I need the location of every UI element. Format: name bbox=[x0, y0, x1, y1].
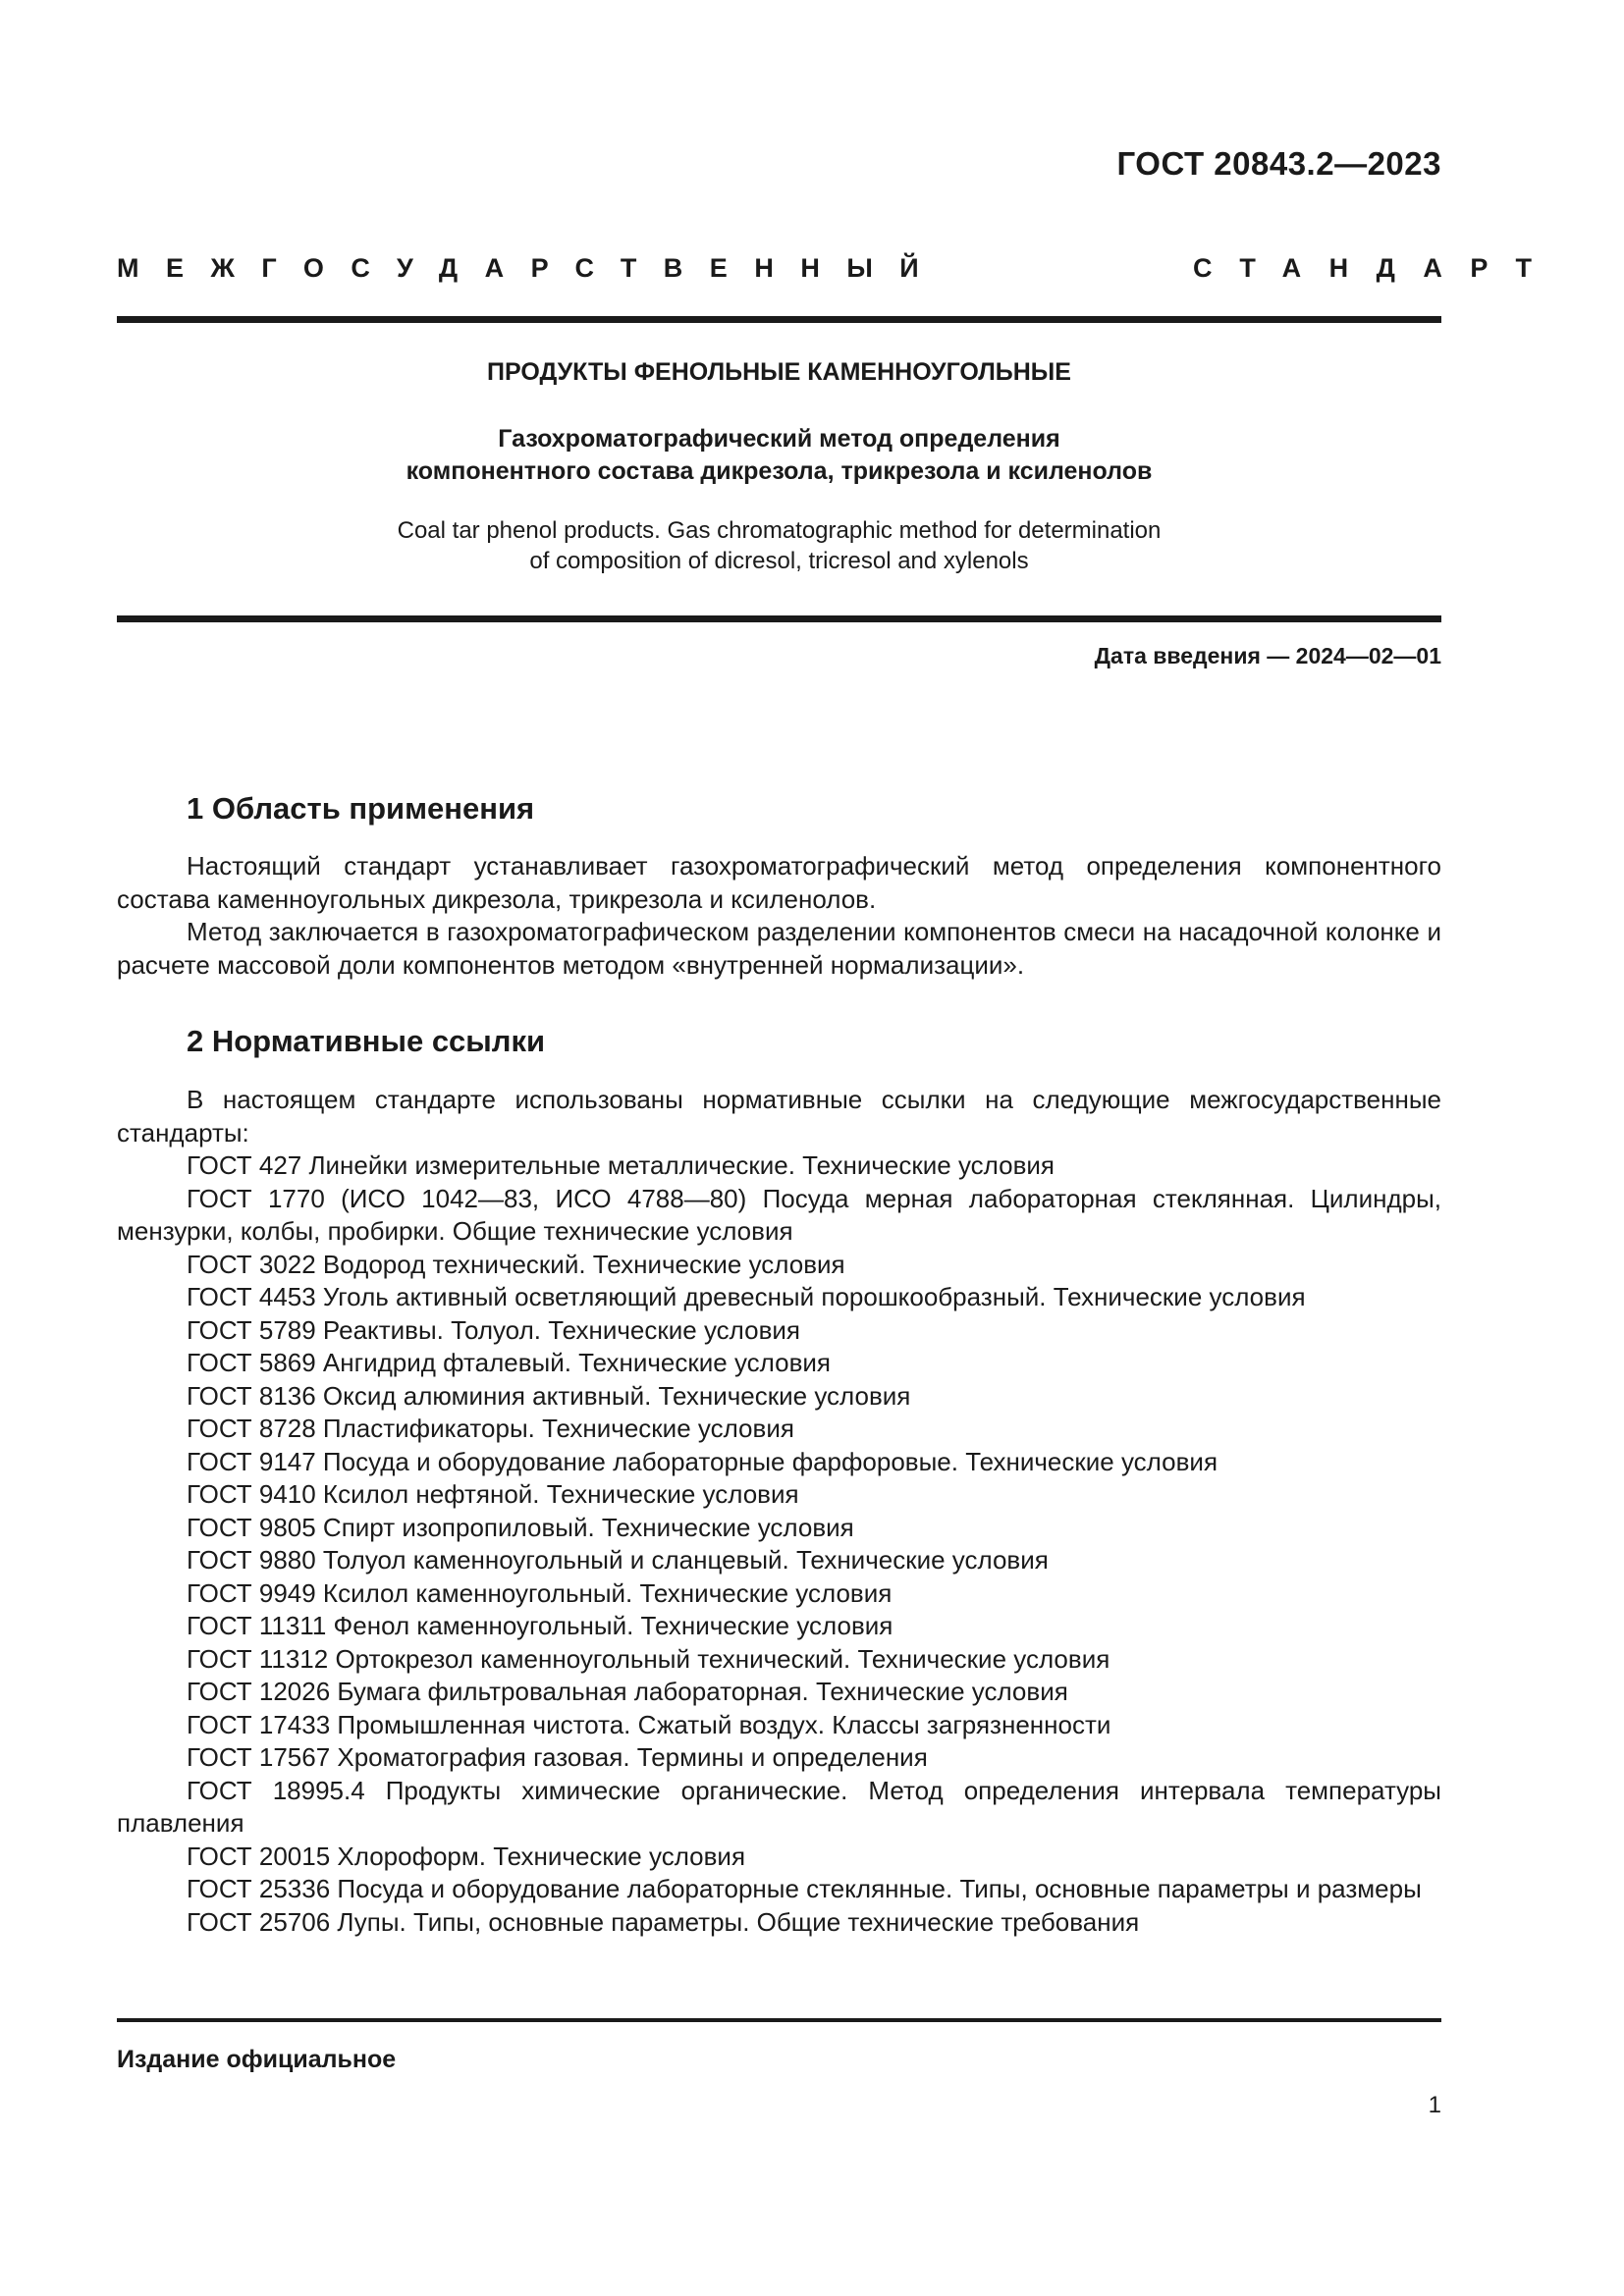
section-body-normative-references bbox=[117, 1084, 1441, 1939]
page-number: 1 bbox=[1428, 2092, 1441, 2118]
reference-item: ГОСТ 18995.4 Продукты химические органические. Метод определения интервала температуры плавления bbox=[117, 1775, 1441, 1838]
reference-item: ГОСТ 17433 Промышленная чистота. Сжатый воздух. Классы загрязненности bbox=[187, 1709, 1111, 1739]
footer-divider bbox=[117, 2018, 1441, 2022]
reference-item: ГОСТ 5789 Реактивы. Толуол. Технические условия bbox=[187, 1314, 801, 1345]
banner-word-standard: СТАНДАРТ bbox=[1193, 253, 1560, 283]
reference-item: ГОСТ 9147 Посуда и оборудование лабораторные фарфоровые. Технические условия bbox=[187, 1446, 1218, 1476]
subtitle-line-1: Газохроматографический метод определения bbox=[498, 425, 1060, 453]
reference-item: ГОСТ 11311 Фенол каменноугольный. Технические условия bbox=[187, 1611, 893, 1640]
subtitle-line-2: компонентного состава дикрезола, трикрезола и ксиленолов bbox=[406, 457, 1153, 485]
english-title bbox=[117, 515, 1441, 576]
english-title-line-2: of composition of dicresol, tricresol and xylenols bbox=[529, 548, 1029, 574]
paragraph: В настоящем стандарте использованы нормативные ссылки на следующие межгосударственные стандарты: bbox=[117, 1085, 1441, 1148]
reference-item: ГОСТ 8728 Пластификаторы. Технические условия bbox=[187, 1414, 794, 1443]
reference-item: ГОСТ 9410 Ксилол нефтяной. Технические условия bbox=[187, 1479, 799, 1509]
reference-item: ГОСТ 9805 Спирт изопропиловый. Технические условия bbox=[187, 1512, 854, 1542]
section-body-scope bbox=[117, 850, 1441, 982]
reference-item: ГОСТ 9880 Толуол каменноугольный и сланцевый. Технические условия bbox=[187, 1545, 1049, 1575]
banner-word-interstate: МЕЖГОСУДАРСТВЕННЫЙ bbox=[117, 253, 947, 283]
reference-item: ГОСТ 11312 Ортокрезол каменноугольный технический. Технические условия bbox=[187, 1643, 1110, 1674]
reference-item: ГОСТ 25336 Посуда и оборудование лабораторные стеклянные. Типы, основные параметры и размеры bbox=[187, 1874, 1422, 1903]
document-code: ГОСТ 20843.2—2023 bbox=[1116, 145, 1441, 182]
official-edition-label: Издание официальное bbox=[117, 2046, 397, 2073]
paragraph: Метод заключается в газохроматографическом разделении компонентов смеси на насадочной колонке и расчете массовой доли компонентов методом «внутренней нормализации». bbox=[117, 917, 1441, 980]
top-divider bbox=[117, 316, 1441, 323]
title-divider bbox=[117, 615, 1441, 622]
reference-item: ГОСТ 5869 Ангидрид фталевый. Технические условия bbox=[187, 1348, 832, 1377]
reference-item: ГОСТ 1770 (ИСО 1042—83, ИСО 4788—80) Посуда мерная лабораторная стеклянная. Цилиндры, мензурки, колбы, пробирки. Общие технические условия bbox=[117, 1183, 1441, 1246]
reference-item: ГОСТ 9949 Ксилол каменноугольный. Технические условия bbox=[187, 1577, 893, 1608]
english-title-line-1: Coal tar phenol products. Gas chromatographic method for determination bbox=[397, 517, 1162, 544]
reference-item: ГОСТ 427 Линейки измерительные металлические. Технические условия bbox=[187, 1150, 1055, 1180]
reference-item: ГОСТ 8136 Оксид алюминия активный. Технические условия bbox=[187, 1380, 911, 1411]
introduction-date: Дата введения — 2024—02—01 bbox=[1094, 643, 1441, 668]
reference-item: ГОСТ 3022 Водород технический. Технические условия bbox=[187, 1249, 845, 1279]
reference-item: ГОСТ 20015 Хлороформ. Технические условия bbox=[187, 1841, 746, 1871]
document-subtitle bbox=[117, 423, 1441, 488]
section-heading-normative-references: 2 Нормативные ссылки bbox=[187, 1024, 546, 1058]
paragraph: Настоящий стандарт устанавливает газохроматографический метод определения компонентного состава каменноугольных дикрезола, трикрезола и ксиленолов. bbox=[117, 851, 1441, 914]
reference-item: ГОСТ 17567 Хроматография газовая. Термины и определения bbox=[187, 1742, 928, 1772]
section-heading-scope: 1 Область применения bbox=[187, 791, 535, 826]
reference-item: ГОСТ 25706 Лупы. Типы, основные параметры. Общие технические требования bbox=[187, 1906, 1140, 1937]
document-title: ПРОДУКТЫ ФЕНОЛЬНЫЕ КАМЕННОУГОЛЬНЫЕ bbox=[487, 358, 1071, 386]
reference-item: ГОСТ 4453 Уголь активный осветляющий древесный порошкообразный. Технические условия bbox=[187, 1282, 1306, 1311]
reference-item: ГОСТ 12026 Бумага фильтровальная лабораторная. Технические условия bbox=[187, 1677, 1068, 1706]
